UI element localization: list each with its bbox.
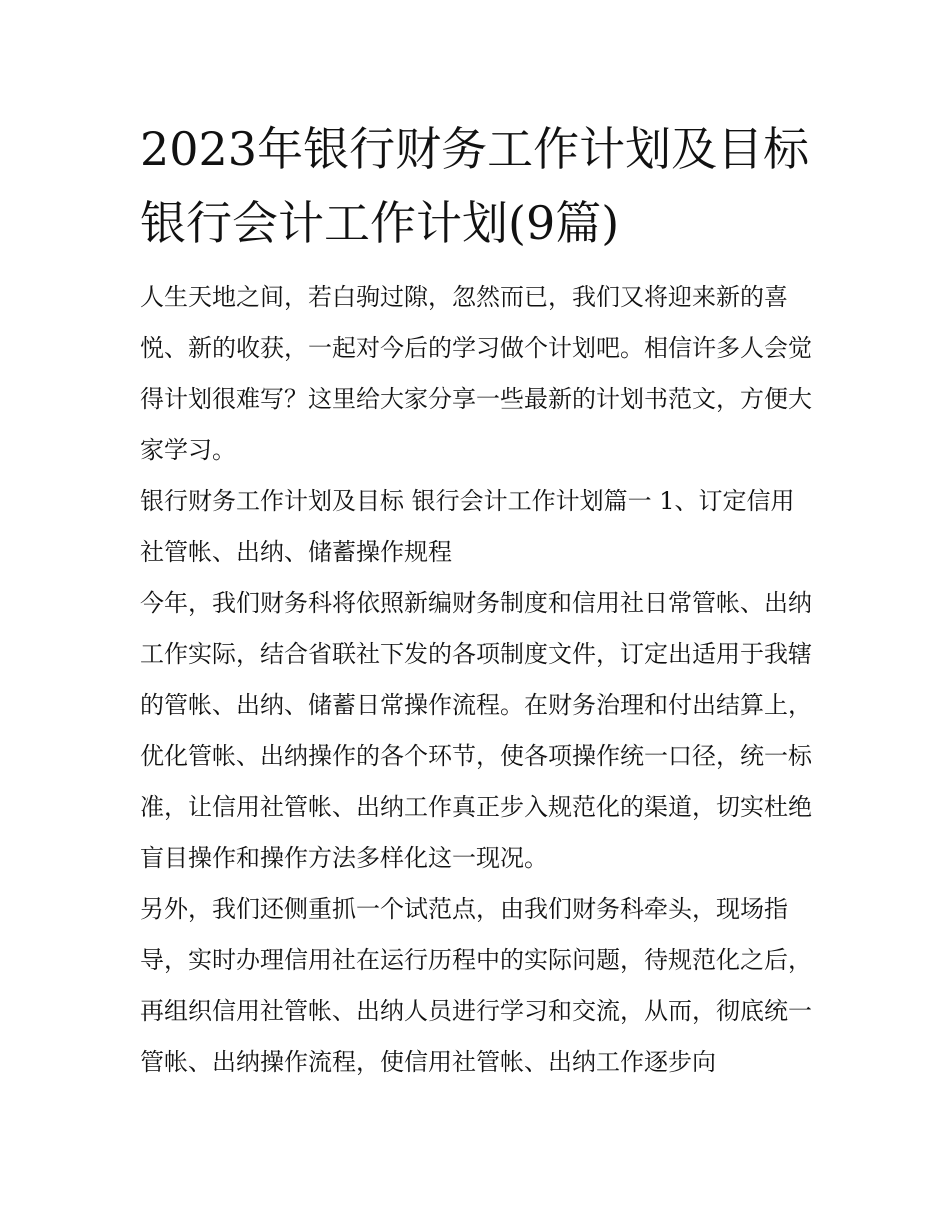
paragraph-body-2: 另外，我们还侧重抓一个试范点，由我们财务科牵头，现场指导，实时办理信用社在运行历程中的实际问题，待规范化之后，再组织信用社管帐、出纳人员进行学习和交流，从而，彻底统一管帐、出纳操作流程，使信用社管帐、出纳工作逐步向 — [140, 895, 812, 1076]
document-title: 2023年银行财务工作计划及目标 银行会计工作计划(9篇) — [140, 122, 810, 250]
document-body — [140, 112, 812, 1088]
paragraph-body-1: 今年，我们财务科将依照新编财务制度和信用社日常管帐、出纳工作实际，结合省联社下发的各项制度文件，订定出适用于我辖的管帐、出纳、储蓄日常操作流程。在财务治理和付出结算上，优化管帐、出纳操作的各个环节，使各项操作统一口径，统一标准，让信用社管帐、出纳工作真正步入规范化的渠道，切实杜绝盲目操作和操作方法多样化这一现况。 — [140, 589, 812, 872]
paragraph-section-heading: 银行财务工作计划及目标 银行会计工作计划篇一 1、订定信用社管帐、出纳、储蓄操作规程 — [140, 487, 795, 566]
paragraph-intro: 人生天地之间，若白驹过隙，忽然而已，我们又将迎来新的喜悦、新的收获，一起对今后的学习做个计划吧。相信许多人会觉得计划很难写？这里给大家分享一些最新的计划书范文，方便大家学习。 — [140, 283, 812, 464]
